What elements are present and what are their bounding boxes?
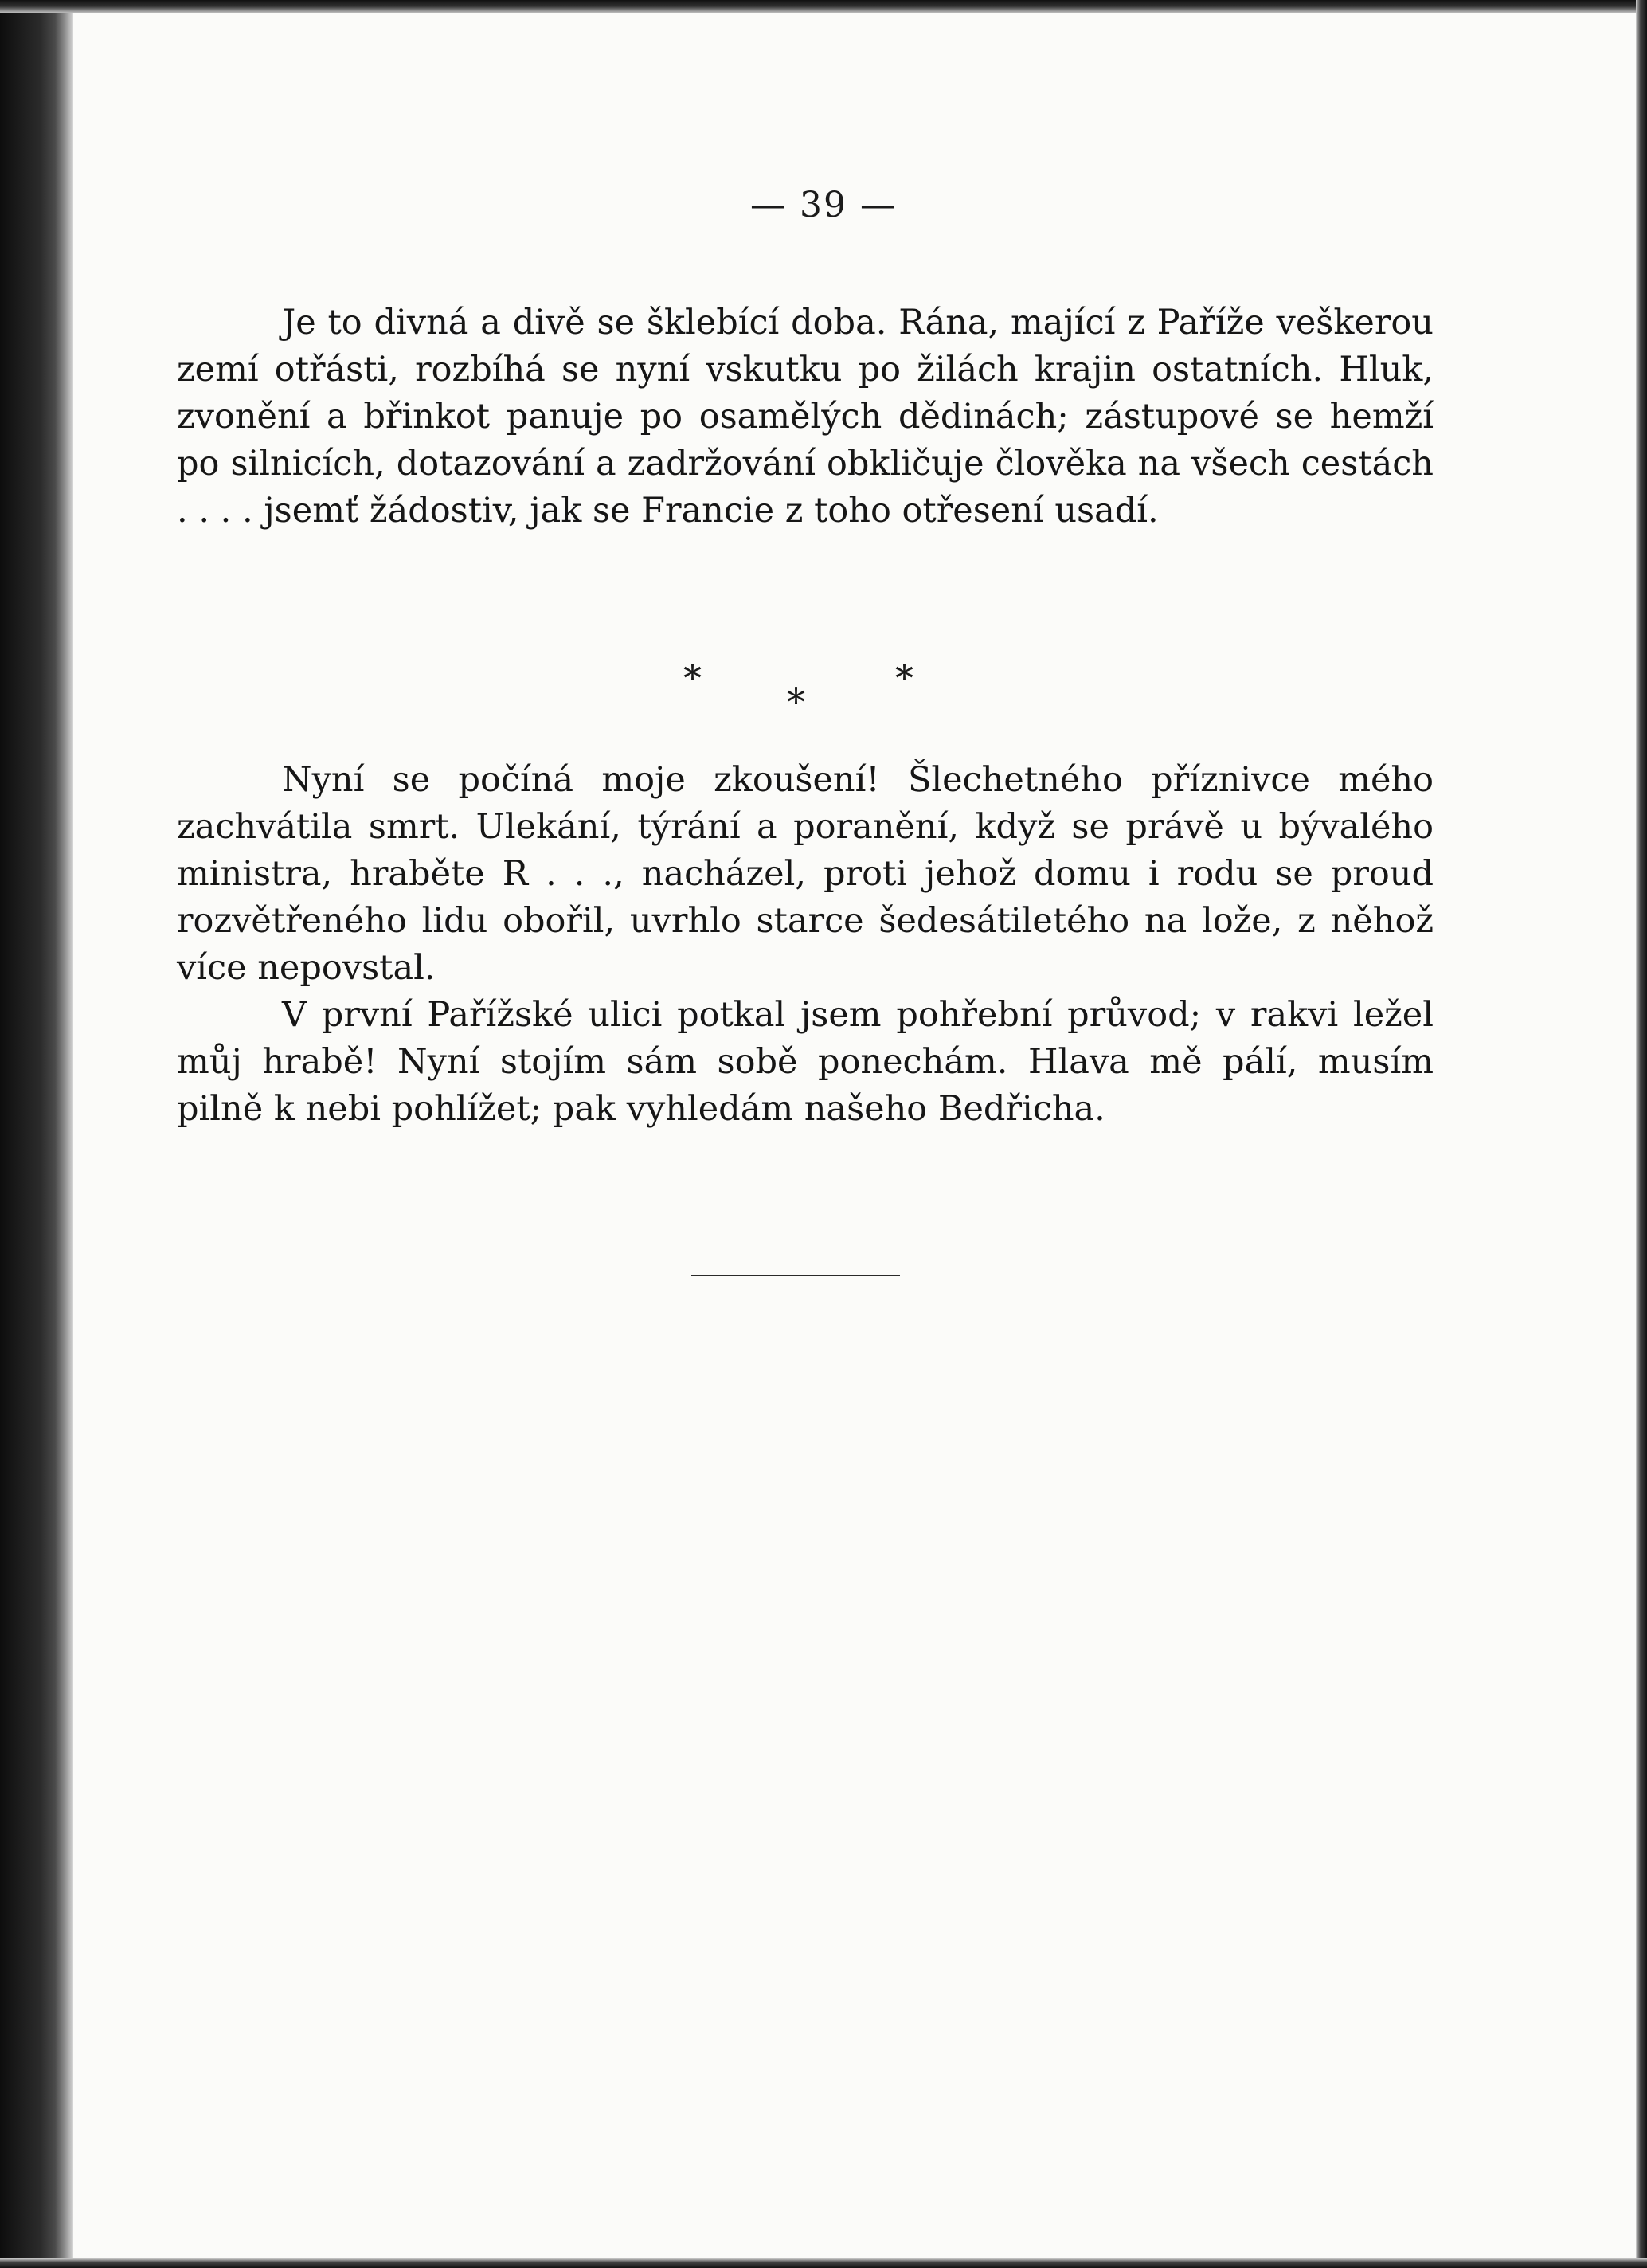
- bottom-edge: [0, 2258, 1647, 2268]
- end-rule: [691, 1275, 900, 1276]
- asterisk: *: [787, 680, 805, 723]
- asterisk: *: [683, 656, 702, 699]
- section-divider-asterism: [0, 653, 1647, 733]
- binding-edge: [0, 0, 73, 2268]
- paragraph: Nyní se počíná moje zkoušení! Šlechetného příznivce mého zachvátila smrt. Ulekání, týrání a poranění, když se právě u bývalého ministra, hraběte R . . ., nacházel, proti jehož domu i rodu se proud rozvětřeného lidu obořil, uvrhlo starce šedesátiletého na lože, z něhož více nepovstal.: [177, 760, 1434, 988]
- right-edge: [1636, 0, 1647, 2268]
- page-number: — 39 —: [750, 185, 897, 225]
- asterisk: *: [895, 656, 913, 699]
- paragraph: V první Pařížské ulici potkal jsem pohřební průvod; v rakvi ležel můj hrabě! Nyní stojím sám sobě ponechám. Hlava mě pálí, musím pilně k nebi pohlížet; pak vyhledám našeho Bedřicha.: [177, 995, 1434, 1129]
- paragraph: Je to divná a divě se šklebící doba. Rána, mající z Paříže veškerou zemí otřásti, rozbíhá se nyní vskutku po žilách krajin ostatních. Hluk, zvonění a břinkot panuje po osamělých dědinách; zástupové se hemží po silnicích, dotazování a zadržování obkličuje člověka na všech cestách . . . . jsemť žádostiv, jak se Francie z toho otřesení usadí.: [177, 303, 1434, 531]
- body-text-bottom: [177, 757, 1434, 1133]
- top-edge: [0, 0, 1647, 13]
- body-text-top: [177, 300, 1434, 535]
